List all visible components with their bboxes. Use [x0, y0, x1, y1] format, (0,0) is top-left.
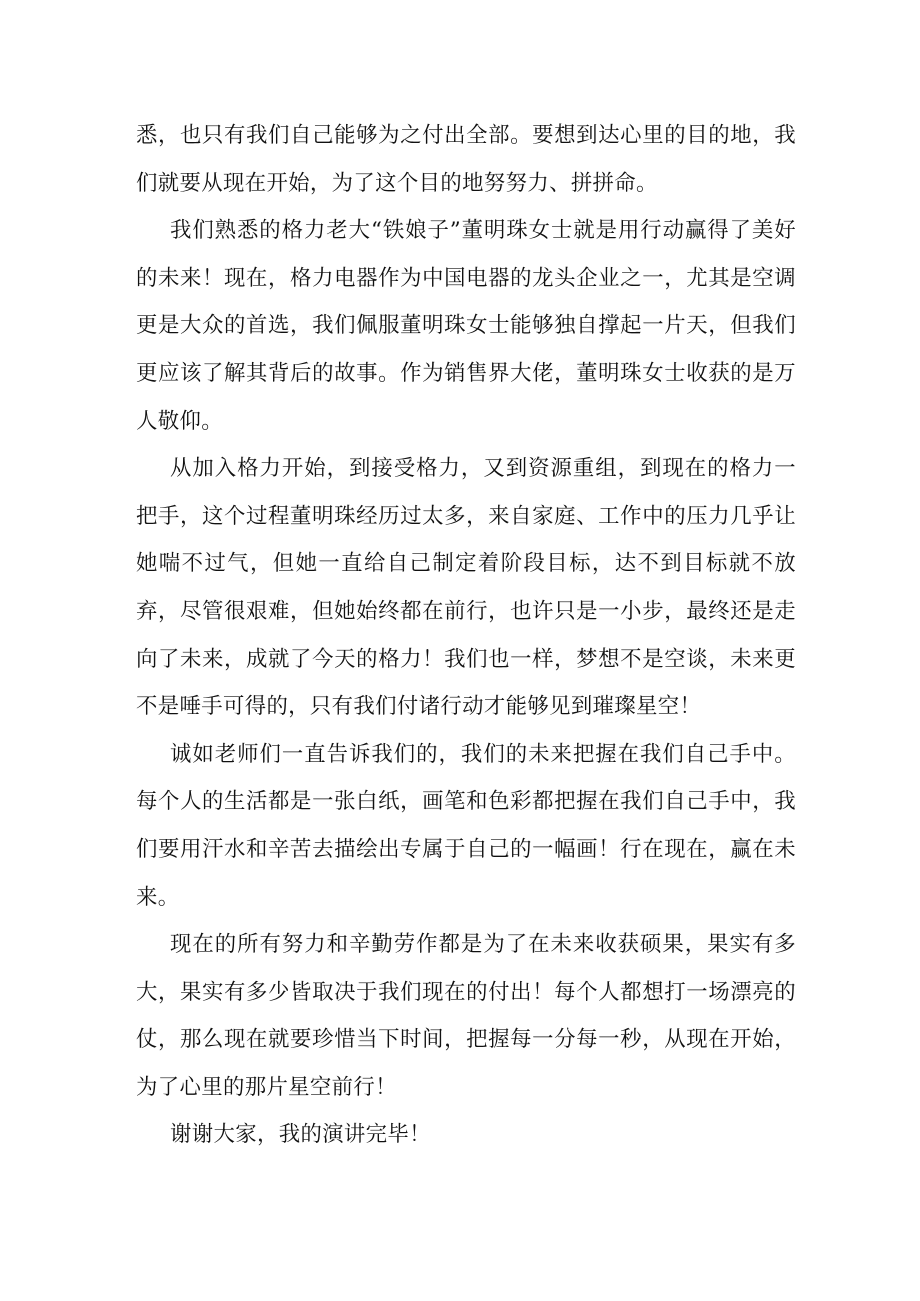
paragraph-continuation: 悉，也只有我们自己能够为之付出全部。要想到达心里的目的地，我们就要从现在开始，为了这个目的地努努力、拼拼命。: [136, 123, 796, 196]
paragraph-present-effort: 现在的所有努力和辛勤劳作都是为了在未来收获硕果，果实有多大，果实有多少皆取决于我们现在的付出！每个人都想打一场漂亮的仗，那么现在就要珍惜当下时间，把握每一分每一秒，从现在开始，为了心里的那片星空前行！: [136, 932, 796, 1100]
paragraph-dong-mingzhu-intro: 我们熟悉的格力老大“铁娘子”董明珠女士就是用行动赢得了美好的未来！现在，格力电器作为中国电器的龙头企业之一，尤其是空调更是大众的首选，我们佩服董明珠女士能够独自撑起一片天，但我们更应该了解其背后的故事。作为销售界大佬，董明珠女士收获的是万人敬仰。: [136, 218, 796, 434]
paragraph-future-in-our-hands: 诚如老师们一直告诉我们的，我们的未来把握在我们自己手中。每个人的生活都是一张白纸，画笔和色彩都把握在我们自己手中，我们要用汗水和辛苦去描绘出专属于自己的一幅画！行在现在，赢在未来。: [136, 741, 796, 910]
speech-body: [136, 112, 796, 1159]
paragraph-closing: 谢谢大家，我的演讲完毕！: [170, 1122, 431, 1148]
paragraph-dong-mingzhu-journey: 从加入格力开始，到接受格力，又到资源重组，到现在的格力一把手，这个过程董明珠经历过太多，来自家庭、工作中的压力几乎让她喘不过气，但她一直给自己制定着阶段目标，达不到目标就不放弃，尽管很艰难，但她始终都在前行，也许只是一小步，最终还是走向了未来，成就了今天的格力！我们也一样，梦想不是空谈，未来更不是唾手可得的，只有我们付诸行动才能够见到璀璨星空！: [136, 456, 796, 720]
